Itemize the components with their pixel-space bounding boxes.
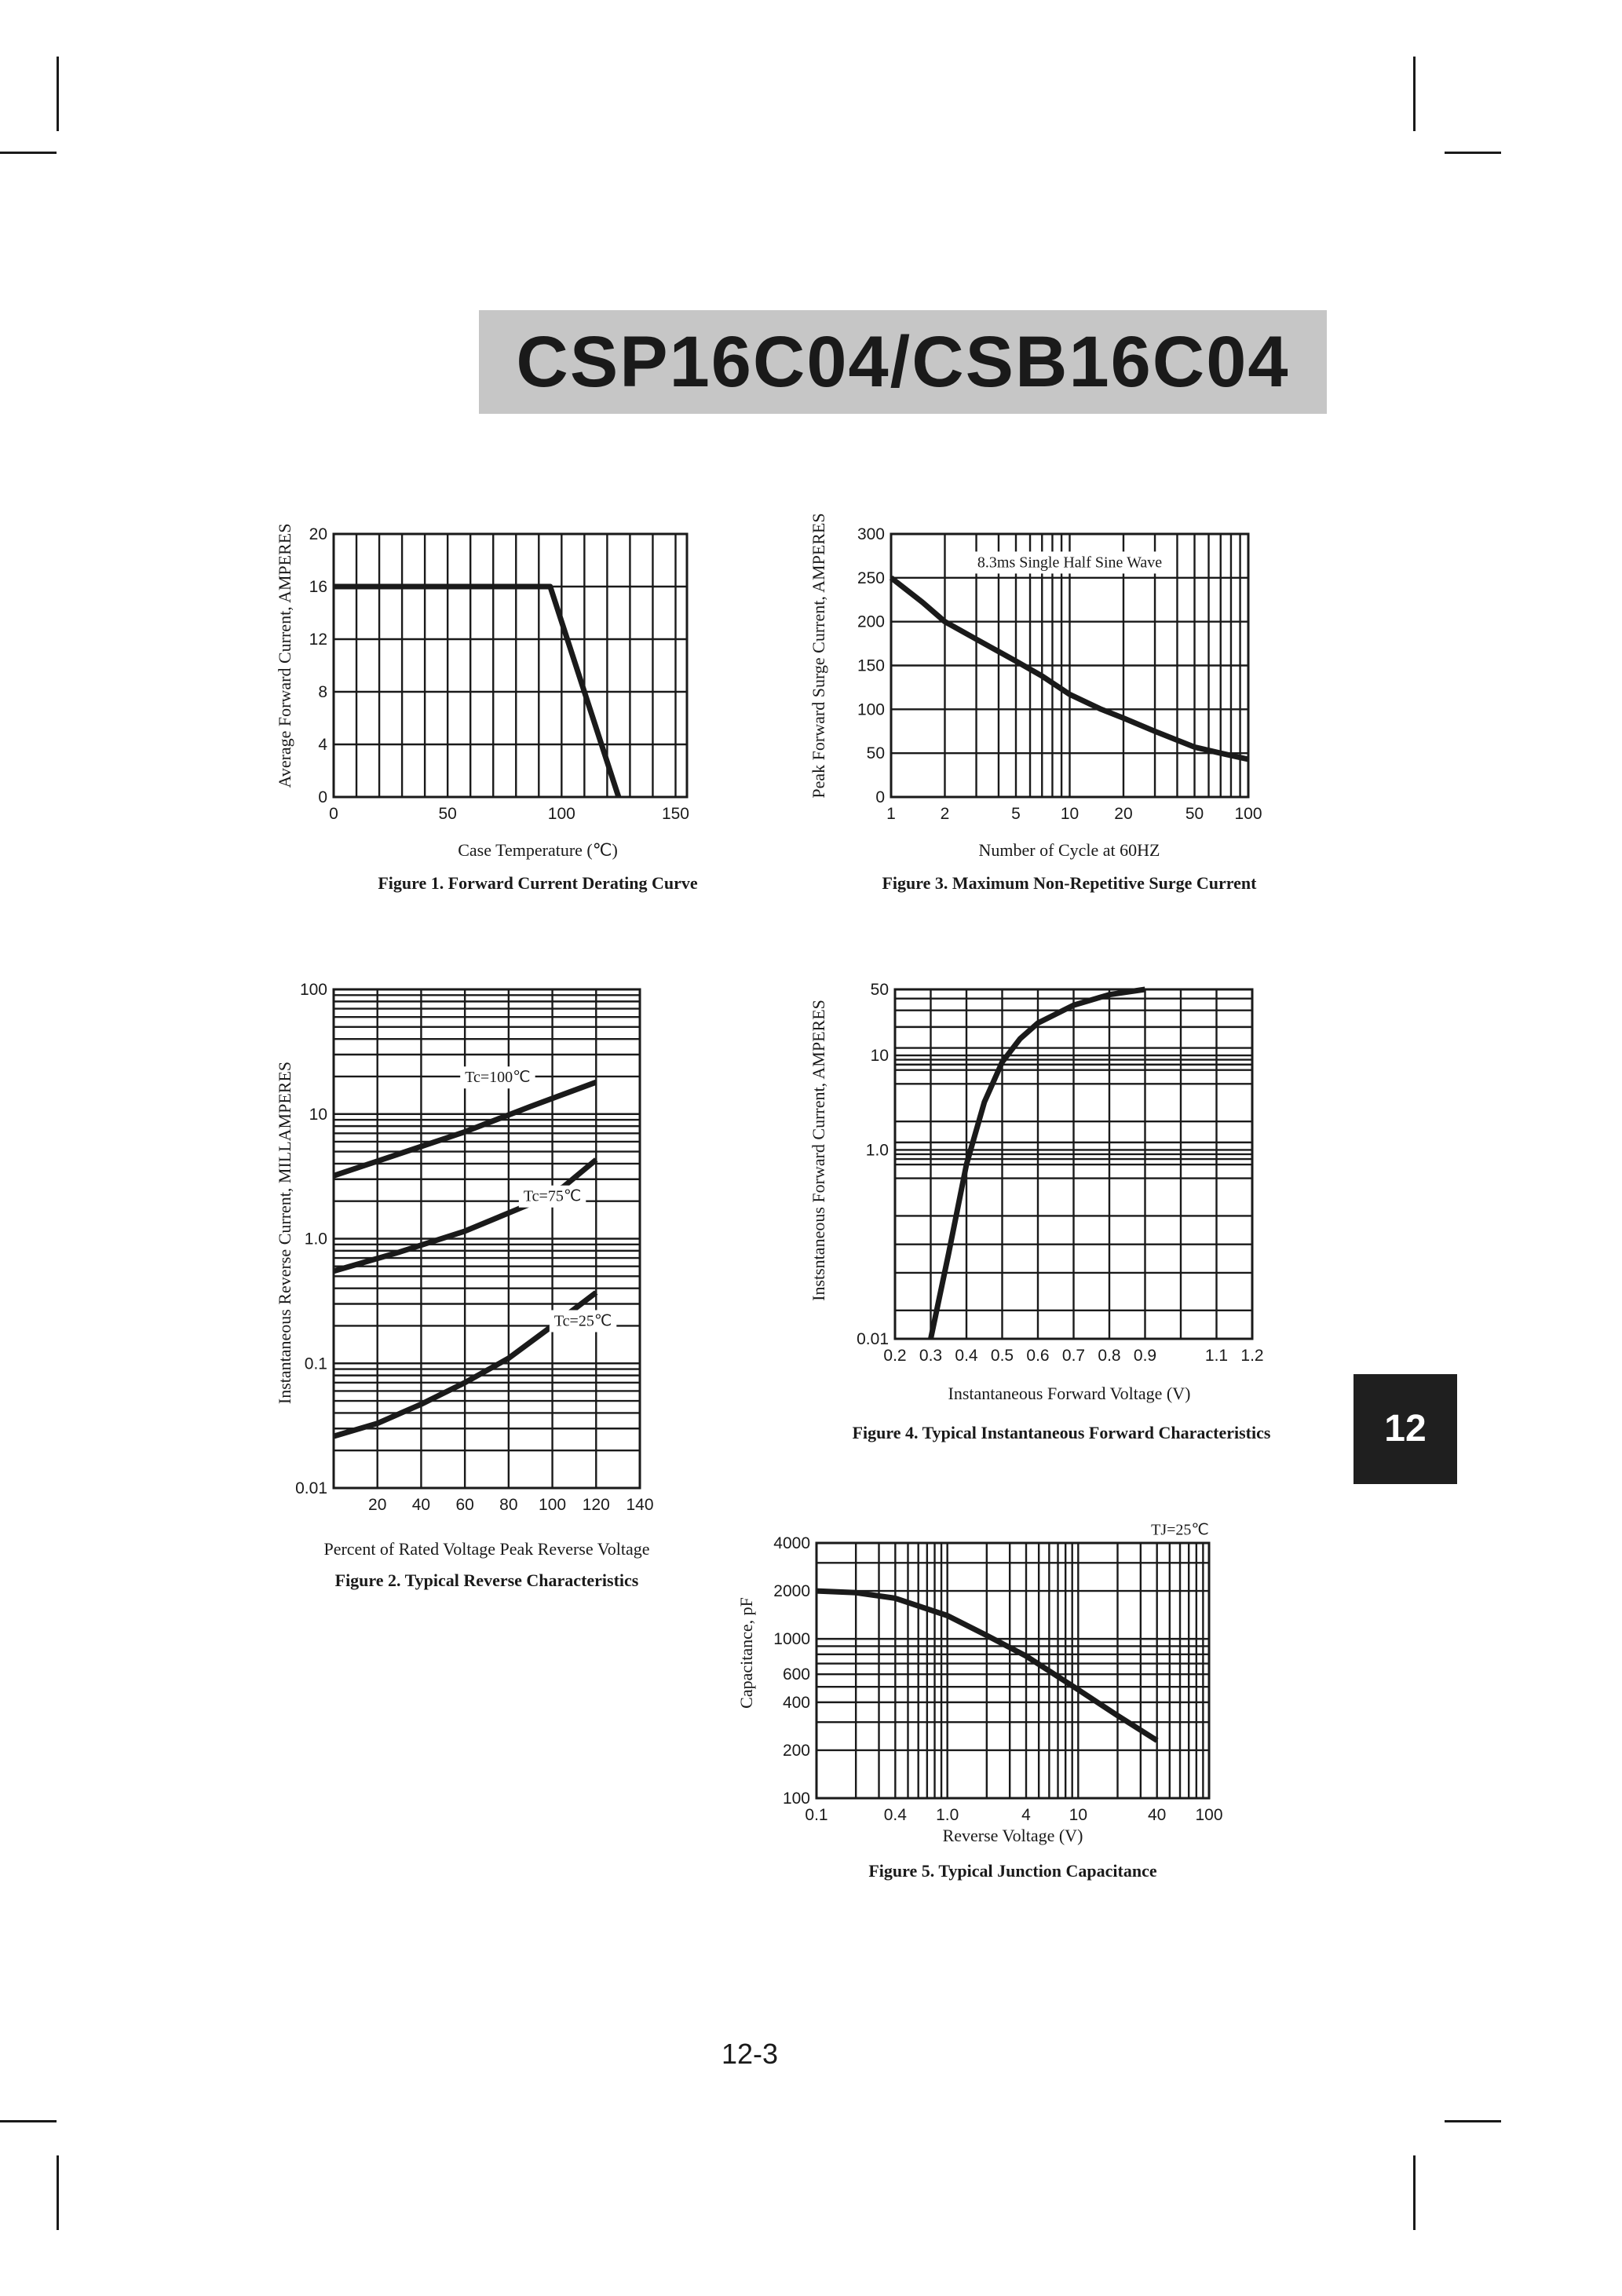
crop-mark — [1445, 2120, 1501, 2122]
crop-mark — [0, 152, 57, 154]
y-tick-label: 50 — [866, 744, 885, 763]
y-tick-label: 200 — [857, 612, 885, 631]
x-tick-label: 100 — [1195, 1806, 1223, 1824]
grid — [334, 989, 640, 1488]
x-tick-label: 100 — [547, 805, 575, 823]
page-title: CSP16C04/CSB16C04 — [516, 322, 1290, 402]
x-tick-label: 0.4 — [955, 1347, 978, 1365]
x-tick-label: 0.6 — [1026, 1347, 1050, 1365]
crop-mark — [57, 2155, 59, 2230]
crop-mark — [1413, 57, 1416, 131]
grid — [816, 1543, 1209, 1798]
grid — [334, 534, 687, 797]
x-tick-label: 50 — [1185, 805, 1204, 823]
y-tick-label: 1000 — [773, 1630, 810, 1649]
figure-caption: Figure 3. Maximum Non-Repetitive Surge Current — [882, 873, 1257, 893]
y-tick-label: 200 — [782, 1741, 810, 1760]
x-tick-label: 0.3 — [919, 1347, 943, 1365]
y-tick-label: 2000 — [773, 1582, 810, 1601]
forward-current-derating-chart — [267, 510, 722, 911]
y-tick-label: 1.0 — [304, 1230, 327, 1249]
x-axis-label: Percent of Rated Voltage Peak Reverse Voltage — [323, 1539, 650, 1559]
x-tick-label: 1.0 — [936, 1806, 959, 1824]
x-axis-label: Instantaneous Forward Voltage (V) — [948, 1384, 1191, 1403]
y-axis-label: Capacitance, pF — [736, 1597, 756, 1709]
figure-caption: Figure 5. Typical Junction Capacitance — [868, 1861, 1157, 1881]
x-tick-label: 1 — [886, 805, 896, 823]
y-tick-label: 300 — [857, 525, 885, 543]
x-tick-label: 150 — [661, 805, 690, 823]
y-axis-label: Instsntaneous Forward Current, AMPERES — [809, 1000, 828, 1301]
y-tick-label: 10 — [309, 1105, 327, 1124]
x-tick-label: 2 — [940, 805, 950, 823]
y-tick-label: 150 — [857, 656, 885, 675]
y-tick-label: 0.01 — [857, 1330, 889, 1348]
x-tick-label: 0.7 — [1061, 1347, 1086, 1365]
y-tick-label: 0 — [875, 788, 885, 806]
y-axis-label: Average Forward Current, AMPERES — [275, 523, 294, 788]
x-axis-label: Case Temperature (℃) — [458, 840, 618, 860]
y-tick-label: 0 — [318, 788, 327, 806]
x-tick-label: 5 — [1011, 805, 1021, 823]
y-tick-label: 100 — [782, 1790, 810, 1808]
annotation-label: Tc=100℃ — [465, 1069, 531, 1087]
y-tick-label: 100 — [299, 981, 327, 999]
reverse-characteristics-chart — [267, 966, 722, 1610]
y-tick-label: 600 — [782, 1665, 810, 1684]
x-tick-label: 1.1 — [1204, 1347, 1229, 1365]
junction-capacitance-chart — [738, 1508, 1303, 1900]
x-tick-label: 4 — [1021, 1806, 1031, 1824]
x-tick-label: 0.9 — [1133, 1347, 1157, 1365]
x-tick-label: 0.4 — [883, 1806, 907, 1824]
x-tick-label: 10 — [1060, 805, 1080, 823]
y-tick-label: 10 — [870, 1047, 889, 1066]
y-tick-label: 50 — [870, 981, 889, 999]
section-tab: 12 — [1353, 1374, 1457, 1484]
x-tick-label: 20 — [368, 1496, 387, 1514]
plot-frame — [816, 1543, 1209, 1798]
x-tick-label: 140 — [626, 1496, 654, 1514]
crop-mark — [1413, 2155, 1416, 2230]
y-tick-label: 8 — [318, 683, 327, 701]
x-tick-label: 0.8 — [1098, 1347, 1121, 1365]
grid — [895, 989, 1252, 1339]
y-tick-label: 20 — [309, 525, 327, 543]
crop-mark — [0, 2120, 57, 2122]
surge-current-chart — [809, 510, 1303, 911]
x-axis-label: Number of Cycle at 60HZ — [978, 840, 1160, 860]
crop-mark — [57, 57, 59, 131]
y-tick-label: 100 — [857, 700, 885, 719]
annotation-label: Tc=75℃ — [523, 1187, 582, 1205]
x-axis-label: Reverse Voltage (V) — [942, 1826, 1083, 1845]
title-band — [479, 310, 1327, 414]
page-number: 12-3 — [721, 2038, 779, 2070]
figure-caption: Figure 2. Typical Reverse Characteristics — [334, 1570, 639, 1590]
y-tick-label: 0.1 — [304, 1355, 327, 1373]
figure-caption: Figure 1. Forward Current Derating Curve — [378, 873, 698, 893]
x-tick-label: 100 — [1234, 805, 1262, 823]
x-tick-label: 100 — [539, 1496, 567, 1514]
y-tick-label: 0.01 — [295, 1479, 327, 1497]
plot-frame — [334, 534, 687, 797]
y-axis-label: Peak Forward Surge Current, AMPERES — [809, 513, 828, 799]
x-tick-label: 1.2 — [1240, 1347, 1264, 1365]
x-tick-label: 0 — [329, 805, 338, 823]
annotation-label: Tc=25℃ — [553, 1312, 612, 1330]
y-tick-label: 250 — [857, 569, 885, 587]
y-tick-label: 4000 — [773, 1534, 810, 1552]
forward-characteristics-chart — [809, 966, 1303, 1468]
x-tick-label: 50 — [438, 805, 457, 823]
x-tick-label: 120 — [582, 1496, 610, 1514]
crop-mark — [1445, 152, 1501, 154]
x-tick-label: 0.1 — [805, 1806, 828, 1824]
x-tick-label: 40 — [1147, 1806, 1167, 1824]
y-tick-label: 16 — [309, 578, 327, 596]
y-tick-label: 4 — [318, 736, 327, 754]
x-tick-label: 0.5 — [990, 1347, 1014, 1365]
annotation-label: TJ=25℃ — [1151, 1521, 1209, 1539]
figure-caption: Figure 4. Typical Instantaneous Forward Characteristics — [852, 1423, 1271, 1442]
y-tick-label: 12 — [309, 631, 327, 649]
y-tick-label: 1.0 — [865, 1141, 889, 1160]
x-tick-label: 40 — [411, 1496, 431, 1514]
x-tick-label: 20 — [1114, 805, 1133, 823]
x-tick-label: 0.2 — [883, 1347, 907, 1365]
y-axis-label: Instantaneous Reverse Current, MILLAMPERES — [275, 1061, 294, 1405]
x-tick-label: 80 — [499, 1496, 518, 1514]
annotation-label: 8.3ms Single Half Sine Wave — [977, 554, 1163, 572]
y-tick-label: 400 — [782, 1693, 810, 1712]
x-tick-label: 10 — [1069, 1806, 1088, 1824]
x-tick-label: 60 — [455, 1496, 474, 1514]
